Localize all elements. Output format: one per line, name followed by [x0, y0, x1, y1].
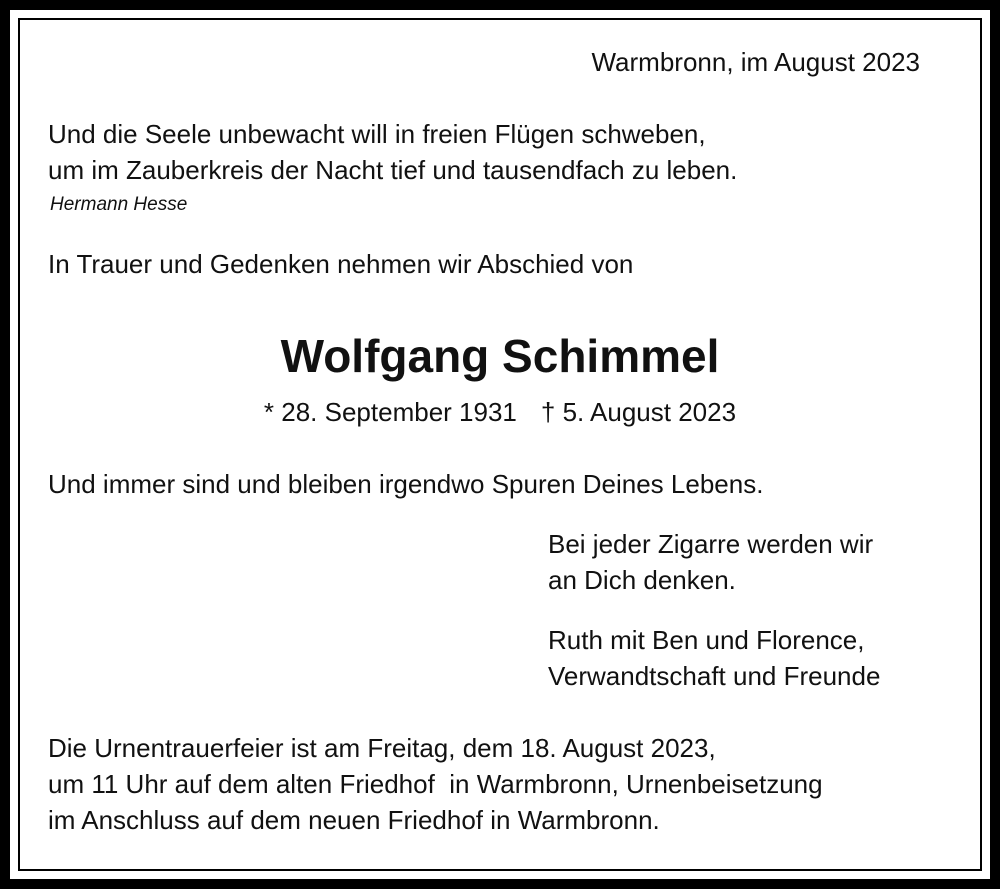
deceased-name: Wolfgang Schimmel: [280, 330, 720, 382]
place-date: Warmbronn, im August 2023: [591, 47, 920, 77]
poem-line: Und die Seele unbewacht will in freien Flügen schweben,: [48, 119, 706, 149]
intro-text: In Trauer und Gedenken nehmen wir Abschied von: [48, 249, 634, 279]
mourners: [548, 622, 880, 694]
poem-line: um im Zauberkreis der Nacht tief und tausendfach zu leben.: [48, 155, 738, 185]
personal-message: [548, 526, 873, 598]
death-date: † 5. August 2023: [540, 397, 737, 427]
service-info-line: im Anschluss auf dem neuen Friedhof in Warmbronn.: [48, 805, 660, 835]
poem-author: Hermann Hesse: [50, 194, 188, 215]
mourners-line: Ruth mit Ben und Florence,: [548, 625, 865, 655]
life-dates: [0, 394, 1000, 430]
service-info-line: Die Urnentrauerfeier ist am Freitag, dem 18. August 2023,: [48, 733, 716, 763]
birth-date: * 28. September 1931: [263, 397, 517, 427]
service-info-line: um 11 Uhr auf dem alten Friedhof in Warmbronn, Urnenbeisetzung: [48, 769, 823, 799]
memorial-quote: Und immer sind und bleiben irgendwo Spuren Deines Lebens.: [48, 469, 764, 499]
mourners-line: Verwandtschaft und Freunde: [548, 661, 881, 691]
personal-message-line: an Dich denken.: [548, 565, 736, 595]
service-info: [48, 730, 823, 838]
poem: [48, 116, 737, 188]
personal-message-line: Bei jeder Zigarre werden wir: [548, 529, 874, 559]
